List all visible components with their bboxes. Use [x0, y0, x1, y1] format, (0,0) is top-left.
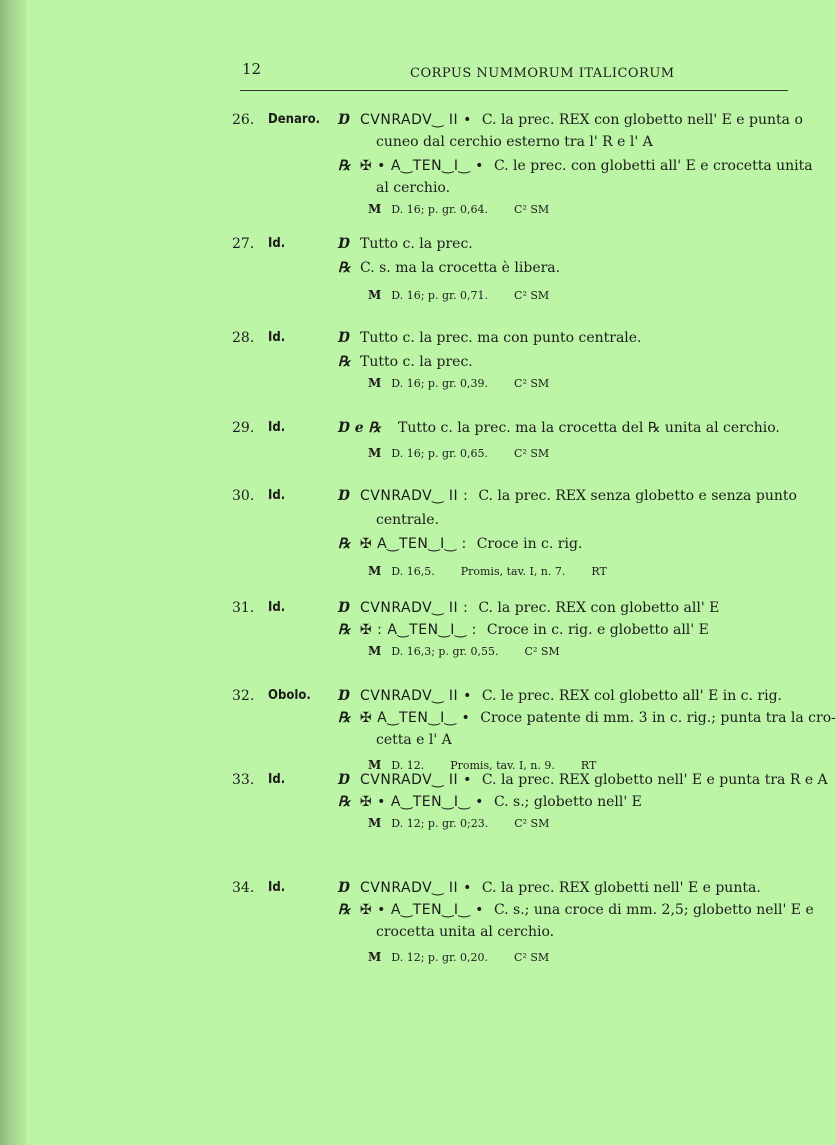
description-text: C. le prec. con globetti all' E e crocetta unita [493, 158, 813, 174]
description-text: C. la prec. REX globetto nell' E e punta tra R e A [481, 772, 828, 788]
entry-line [376, 180, 789, 196]
entry-line [338, 488, 797, 504]
side-symbol: Ɒ [338, 772, 350, 788]
entry-number: 33. [232, 772, 255, 788]
meta-grade: C² SM [514, 951, 550, 964]
description-text: cuneo dal cerchio esterno tra l' R e l' A [376, 134, 653, 150]
entry-line [338, 688, 789, 704]
description-text: Croce in c. rig. e globetto all' E [486, 622, 709, 638]
entry-meta [368, 376, 789, 390]
entry-meta [368, 202, 789, 216]
meta-weight: D. 16; p. gr. 0,64. [391, 203, 489, 216]
entry-number: 30. [232, 488, 255, 504]
entry-denomination: Id. [268, 880, 286, 895]
meta-m: M [368, 758, 382, 772]
side-symbol: Ɒ [338, 488, 350, 504]
entry-denomination: Id. [268, 420, 286, 435]
entry-line [338, 158, 813, 174]
coin-legend: ✠ A‿TEN‿I‿ • [360, 710, 471, 726]
side-symbol: ℞ [338, 794, 351, 810]
side-symbol: Ɒ [338, 880, 350, 896]
meta-collection: RT [580, 759, 597, 772]
header-rule [240, 90, 788, 91]
entry-meta [368, 288, 789, 302]
entry-line [376, 732, 789, 748]
meta-grade: C² SM [514, 447, 550, 460]
meta-grade: Promis, tav. I, n. 9. [450, 759, 555, 772]
description-text: C. la prec. REX senza globetto e senza punto [478, 488, 797, 504]
meta-weight: D. 12; p. gr. 0,20. [391, 951, 489, 964]
entry-denomination: Id. [268, 488, 286, 503]
coin-legend: ✠ • A‿TEN‿I‿ • [360, 794, 484, 810]
meta-grade: C² SM [514, 203, 550, 216]
entry-line [338, 902, 814, 918]
coin-legend: CVNRADV‿ II • [360, 880, 472, 896]
entry-line [338, 260, 789, 276]
entry-line [338, 330, 789, 346]
coin-legend: ✠ • A‿TEN‿I‿ • [360, 902, 484, 918]
entry-line [338, 880, 789, 896]
book-binding-edge [0, 0, 26, 1145]
running-title: CORPUS NUMMORUM ITALICORUM [410, 66, 675, 81]
side-symbol: Ɒ [338, 688, 350, 704]
entry-number: 31. [232, 600, 255, 616]
side-symbol: Ɒ [338, 330, 350, 346]
entry-line [338, 420, 789, 436]
meta-m: M [368, 950, 382, 964]
entry-line [338, 622, 789, 638]
coin-legend: CVNRADV‿ II • [360, 688, 472, 704]
entry-line [376, 924, 789, 940]
side-symbol: ℞ [338, 158, 351, 174]
entry-meta [368, 644, 789, 658]
page-header [240, 60, 790, 100]
meta-m: M [368, 564, 382, 578]
entry-meta [368, 950, 789, 964]
meta-grade: C² SM [514, 817, 550, 830]
coin-legend: CVNRADV‿ II : [360, 488, 469, 504]
entry-line [338, 112, 803, 128]
description-text: al cerchio. [376, 180, 451, 196]
entry-line [338, 600, 789, 616]
entry-denomination: Obolo. [268, 688, 311, 703]
meta-grade: Promis, tav. I, n. 7. [460, 565, 566, 578]
description-text: C. le prec. REX col globetto all' E in c. rig. [481, 688, 783, 704]
meta-collection: RT [591, 565, 607, 578]
description-text: Croce in c. rig. [476, 536, 583, 552]
entry-line [376, 512, 789, 528]
side-symbol: Ɒ [338, 112, 350, 128]
meta-m: M [368, 446, 382, 460]
side-symbol: ℞ [338, 354, 351, 370]
entry-meta [368, 564, 789, 578]
meta-weight: D. 16,5. [391, 565, 435, 578]
entry-denomination: Id. [268, 772, 286, 787]
side-symbol: Ɒ [338, 236, 350, 252]
entry-number: 34. [232, 880, 255, 896]
meta-weight: D. 12; p. gr. 0;23. [391, 817, 489, 830]
description-text: C. s.; una croce di mm. 2,5; globetto nell' E e [493, 902, 814, 918]
meta-grade: C² SM [514, 289, 550, 302]
description-text: C. la prec. REX con globetto nell' E e punta o [481, 112, 803, 128]
meta-m: M [368, 644, 382, 658]
page-number: 12 [242, 60, 262, 78]
coin-legend: ✠ A‿TEN‿I‿ : [360, 536, 467, 552]
description-text: centrale. [376, 512, 440, 528]
description-text: Tutto c. la prec. ma con punto centrale. [360, 330, 642, 346]
coin-legend: CVNRADV‿ II : [360, 600, 469, 616]
meta-grade: C² SM [524, 645, 560, 658]
meta-weight: D. 16; p. gr. 0,39. [391, 377, 489, 390]
entry-meta [368, 758, 789, 772]
description-text: C. s. ma la crocetta è libera. [360, 260, 561, 276]
entry-number: 27. [232, 236, 255, 252]
side-symbol: ℞ [338, 260, 351, 276]
side-symbol: Ɒ e ℞ [338, 420, 382, 436]
side-symbol: ℞ [338, 710, 351, 726]
entry-line [338, 794, 789, 810]
entry-line [338, 772, 828, 788]
entry-number: 29. [232, 420, 255, 436]
meta-weight: D. 16,3; p. gr. 0,55. [391, 645, 499, 658]
description-text: cetta e l' A [376, 732, 452, 748]
entry-denomination: Denaro. [268, 112, 321, 127]
coin-legend: CVNRADV‿ II • [360, 112, 472, 128]
side-symbol: ℞ [338, 536, 351, 552]
meta-weight: D. 16; p. gr. 0,65. [391, 447, 489, 460]
entry-line [376, 134, 789, 150]
entry-denomination: Id. [268, 600, 286, 615]
side-symbol: ℞ [338, 902, 351, 918]
entry-line [338, 236, 789, 252]
meta-weight: D. 12. [391, 759, 425, 772]
description-text: Tutto c. la prec. ma la crocetta del ℞ unita al cerchio. [398, 420, 780, 436]
coin-legend: ✠ : A‿TEN‿I‿ : [360, 622, 477, 638]
entry-number: 32. [232, 688, 255, 704]
entry-line [338, 710, 836, 726]
entry-number: 28. [232, 330, 255, 346]
coin-legend: ✠ • A‿TEN‿I‿ • [360, 158, 484, 174]
meta-weight: D. 16; p. gr. 0,71. [391, 289, 489, 302]
entry-number: 26. [232, 112, 255, 128]
description-text: Tutto c. la prec. [360, 354, 473, 370]
meta-grade: C² SM [514, 377, 550, 390]
entry-meta [368, 816, 789, 830]
description-text: Croce patente di mm. 3 in c. rig.; punta tra la cro- [480, 710, 836, 726]
coin-legend: CVNRADV‿ II • [360, 772, 472, 788]
meta-m: M [368, 202, 382, 216]
description-text: C. la prec. REX globetti nell' E e punta. [481, 880, 761, 896]
entry-denomination: Id. [268, 330, 286, 345]
description-text: Tutto c. la prec. [360, 236, 473, 252]
entry-denomination: Id. [268, 236, 286, 251]
description-text: C. la prec. REX con globetto all' E [478, 600, 720, 616]
description-text: C. s.; globetto nell' E [493, 794, 642, 810]
meta-m: M [368, 376, 382, 390]
meta-m: M [368, 288, 382, 302]
entry-line [338, 354, 789, 370]
description-text: crocetta unita al cerchio. [376, 924, 555, 940]
entry-meta [368, 446, 789, 460]
meta-m: M [368, 816, 382, 830]
entry-line [338, 536, 789, 552]
side-symbol: ℞ [338, 622, 351, 638]
side-symbol: Ɒ [338, 600, 350, 616]
